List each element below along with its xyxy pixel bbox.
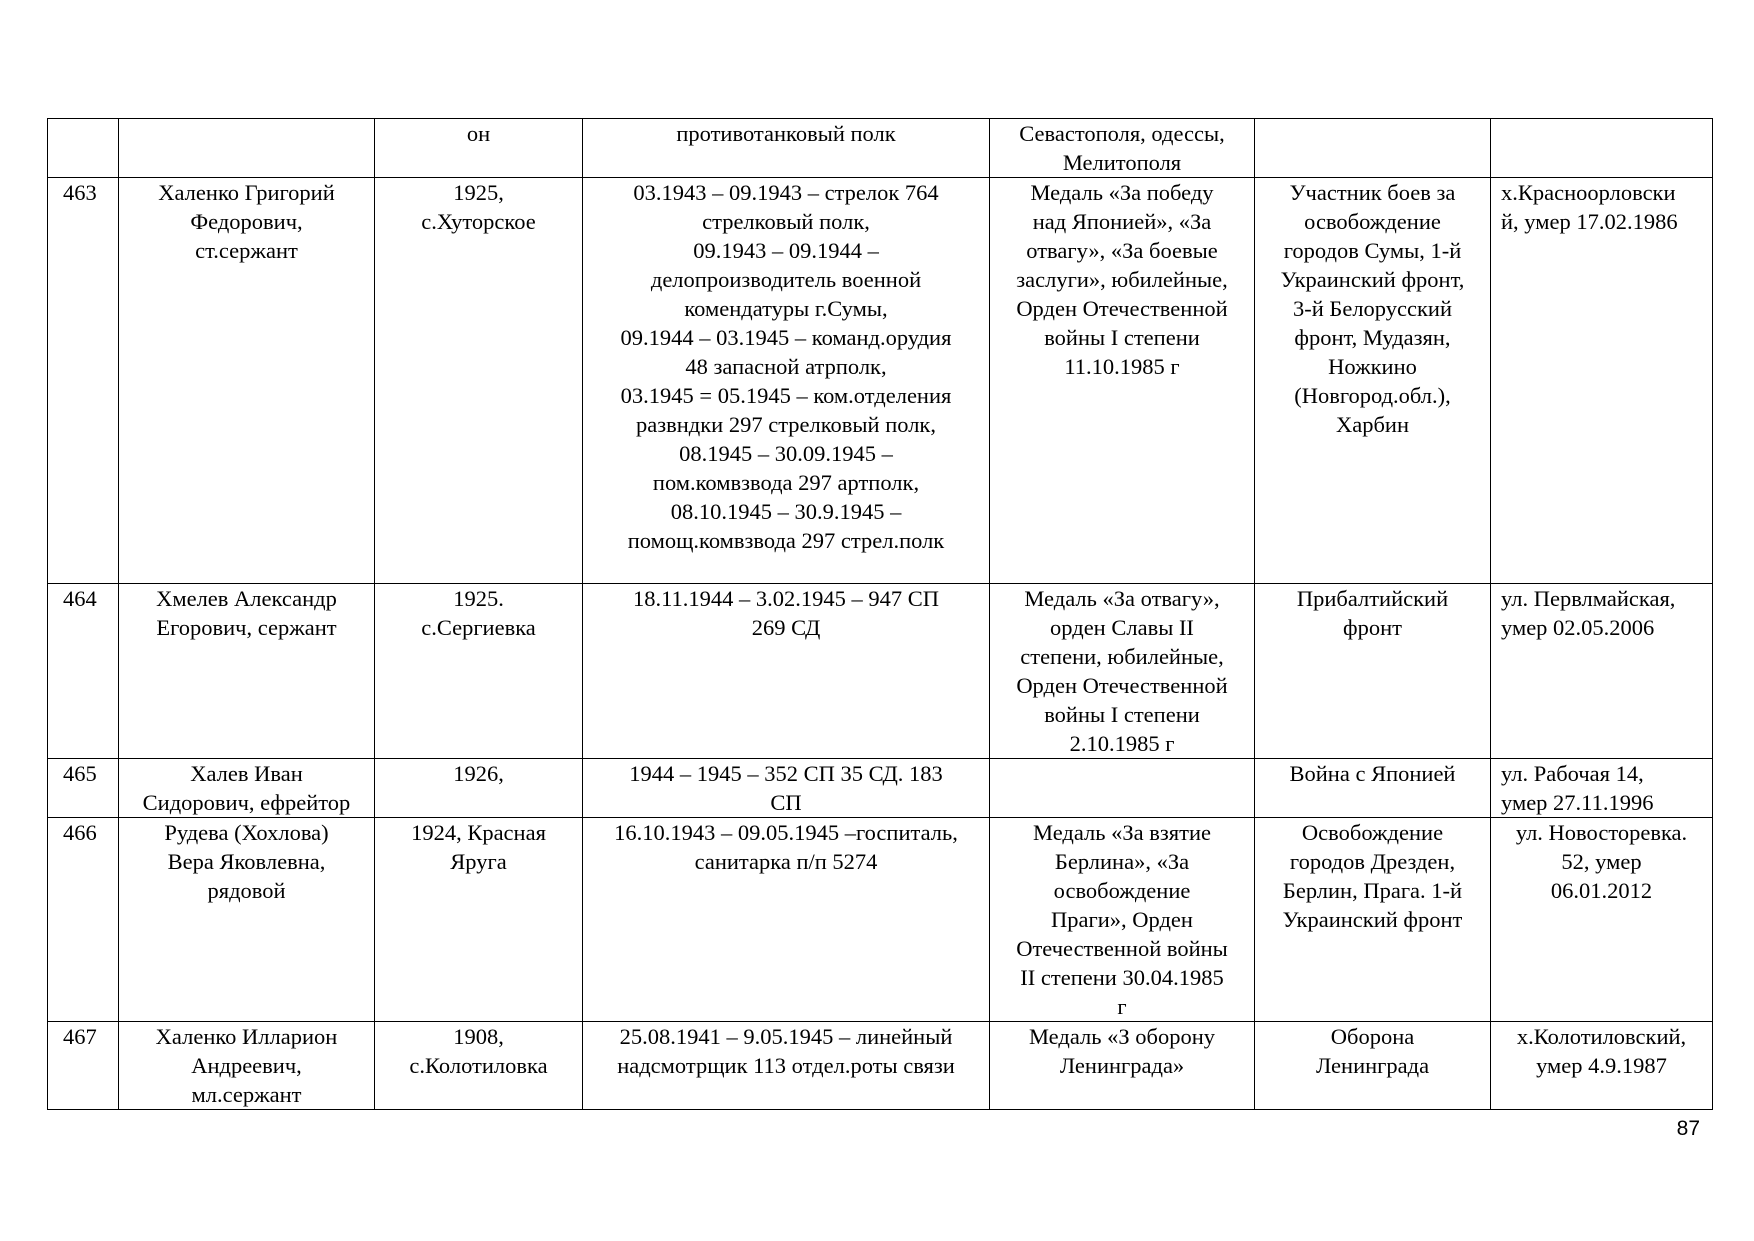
cell-num bbox=[48, 119, 119, 178]
cell-num: 463 bbox=[48, 178, 119, 584]
cell-service: 1944 – 1945 – 352 СП 35 СД. 183 СП bbox=[583, 759, 990, 818]
cell-battles: Оборона Ленинграда bbox=[1255, 1022, 1491, 1110]
cell-awards: Медаль «За отвагу», орден Славы II степени, юбилейные, Орден Отечественной войны I степени 2.10.1985 г bbox=[990, 584, 1255, 759]
cell-service: 16.10.1943 – 09.05.1945 –госпиталь, санитарка п/п 5274 bbox=[583, 818, 990, 1022]
cell-born: 1908, с.Колотиловка bbox=[375, 1022, 583, 1110]
cell-born: 1926, bbox=[375, 759, 583, 818]
cell-service: 25.08.1941 – 9.05.1945 – линейный надсмотрщик 113 отдел.роты связи bbox=[583, 1022, 990, 1110]
cell-awards: Севастополя, одессы, Мелитополя bbox=[990, 119, 1255, 178]
cell-battles bbox=[1255, 119, 1491, 178]
cell-residence: ул. Первлмайская, умер 02.05.2006 bbox=[1491, 584, 1713, 759]
cell-awards bbox=[990, 759, 1255, 818]
table-row bbox=[48, 178, 1713, 584]
cell-service: 18.11.1944 – 3.02.1945 – 947 СП 269 СД bbox=[583, 584, 990, 759]
veterans-table bbox=[47, 118, 1713, 1110]
cell-battles: Война с Японией bbox=[1255, 759, 1491, 818]
table-row bbox=[48, 119, 1713, 178]
cell-name: Халенко Григорий Федорович, ст.сержант bbox=[119, 178, 375, 584]
cell-num: 466 bbox=[48, 818, 119, 1022]
cell-awards: Медаль «За победу над Японией», «За отвагу», «За боевые заслуги», юбилейные, Орден Отечественной войны I степени 11.10.1985 г bbox=[990, 178, 1255, 584]
cell-service: противотанковый полк bbox=[583, 119, 990, 178]
table-row bbox=[48, 759, 1713, 818]
cell-name: Халев Иван Сидорович, ефрейтор bbox=[119, 759, 375, 818]
cell-name: Халенко Илларион Андреевич, мл.сержант bbox=[119, 1022, 375, 1110]
cell-battles: Освобождение городов Дрезден, Берлин, Прага. 1-й Украинский фронт bbox=[1255, 818, 1491, 1022]
cell-residence: ул. Новосторевка. 52, умер 06.01.2012 bbox=[1491, 818, 1713, 1022]
cell-residence: ул. Рабочая 14, умер 27.11.1996 bbox=[1491, 759, 1713, 818]
cell-residence: х.Колотиловский, умер 4.9.1987 bbox=[1491, 1022, 1713, 1110]
cell-battles: Прибалтийский фронт bbox=[1255, 584, 1491, 759]
cell-awards: Медаль «З оборону Ленинграда» bbox=[990, 1022, 1255, 1110]
cell-residence: х.Краснoорловски й, умер 17.02.1986 bbox=[1491, 178, 1713, 584]
cell-num: 465 bbox=[48, 759, 119, 818]
cell-awards: Медаль «За взятие Берлина», «За освобождение Праги», Орден Отечественной войны II степени 30.04.1985 г bbox=[990, 818, 1255, 1022]
table-row bbox=[48, 1022, 1713, 1110]
cell-born: 1924, Красная Яруга bbox=[375, 818, 583, 1022]
table-row bbox=[48, 584, 1713, 759]
cell-name bbox=[119, 119, 375, 178]
cell-battles: Участник боев за освобождение городов Сумы, 1-й Украинский фронт, 3-й Белорусский фронт, Мудазян, Ножкино (Новгород.обл.), Харбин bbox=[1255, 178, 1491, 584]
cell-born: 1925. с.Сергиевка bbox=[375, 584, 583, 759]
cell-num: 464 bbox=[48, 584, 119, 759]
cell-service: 03.1943 – 09.1943 – стрелок 764 стрелковый полк, 09.1943 – 09.1944 – делопроизводитель военной комендатуры г.Сумы, 09.1944 – 03.1945 – команд.орудия 48 запасной атрполк, 03.1945 = 05.1945 – ком.отделения развндки 297 стрелковый полк, 08.1945 – 30.09.1945 – пом.комвзвода 297 артполк, 08.10.1945 – 30.9.1945 – помощ.комвзвода 297 стрел.полк bbox=[583, 178, 990, 584]
cell-name: Рудева (Хохлова) Вера Яковлевна, рядовой bbox=[119, 818, 375, 1022]
cell-num: 467 bbox=[48, 1022, 119, 1110]
cell-born: он bbox=[375, 119, 583, 178]
table-row bbox=[48, 818, 1713, 1022]
cell-name: Хмелев Александр Егорович, сержант bbox=[119, 584, 375, 759]
cell-born: 1925, с.Хуторское bbox=[375, 178, 583, 584]
page-number: 87 bbox=[1676, 1117, 1700, 1140]
cell-residence bbox=[1491, 119, 1713, 178]
